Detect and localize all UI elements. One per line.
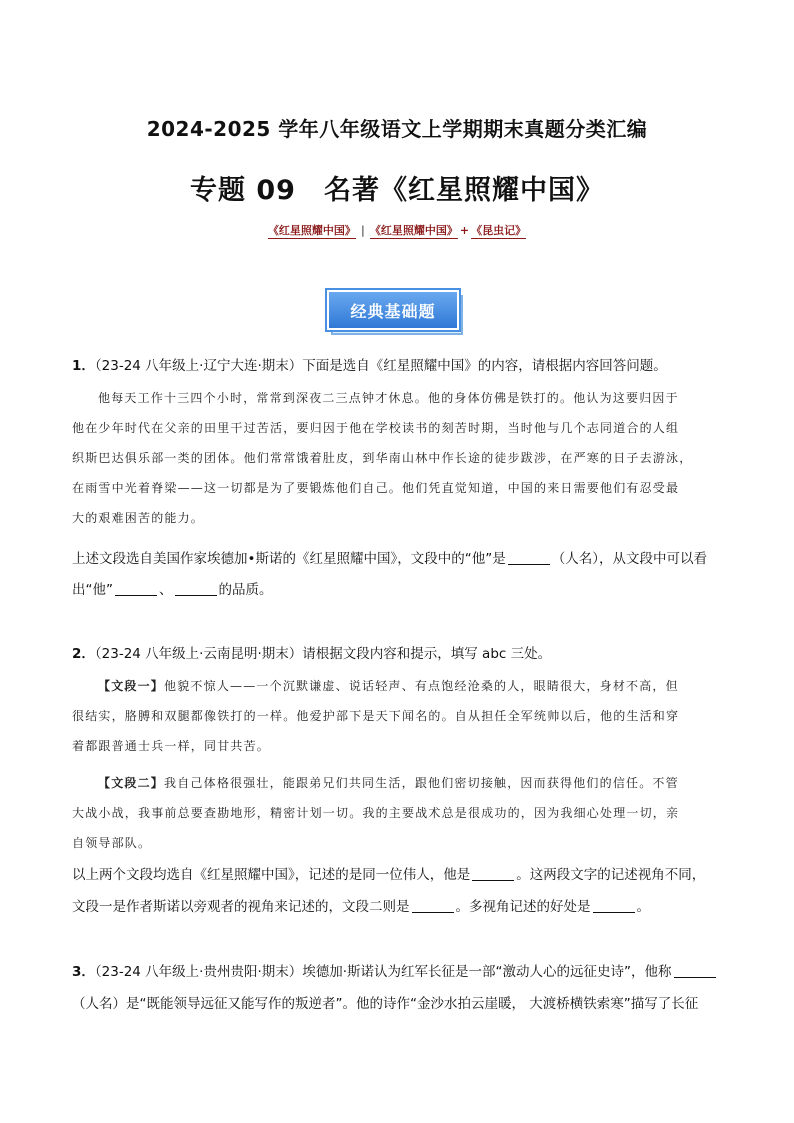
question-1-heading	[72, 355, 732, 377]
question-text: 埃德加·斯诺认为红军长征是一部“激动人心的远征史诗”，他称	[302, 964, 672, 980]
answer-text: 。多视角记述的好处是	[455, 899, 591, 915]
tag-plus: +	[459, 224, 470, 237]
passage-line	[72, 671, 732, 701]
question-2-answer-line-1	[72, 861, 732, 889]
passage-text: 他貌不惊人——一个沉默谦虚、说话轻声、有点饱经沧桑的人，眼睛很大，身材不高，但	[164, 679, 679, 693]
passage-line: 着都跟普通士兵一样，同甘共苦。	[72, 739, 271, 753]
answer-text: 、	[159, 582, 173, 598]
answer-blank[interactable]	[472, 866, 514, 881]
answer-text: （人名），从文段中可以看	[551, 551, 707, 567]
passage-line: 他在少年时代在父亲的田里干过苦活，要归因于他在学校读书的刻苦时期，当时他与几个志同道合的人组	[72, 421, 680, 435]
tag-book-1: 《红星照耀中国》	[267, 224, 356, 237]
tag-separator: |	[360, 224, 365, 237]
section-badge	[327, 290, 467, 338]
passage-line: 他每天工作十三四个小时，常常到深夜二三点钟才休息。他的身体仿佛是铁打的。他认为这要归因于	[98, 391, 679, 405]
passage-line: 自领导部队。	[72, 836, 152, 850]
question-prompt: 请根据文段内容和提示，填写 abc 三处。	[302, 646, 552, 662]
question-1-answer-line-1	[72, 545, 732, 573]
passage-line: 大的艰难困苦的能力。	[72, 511, 205, 525]
question-1-passage	[72, 383, 732, 533]
answer-text: 上述文段选自美国作家埃德加•斯诺的《红星照耀中国》，文段中的“他”是	[72, 551, 506, 567]
question-prompt: 下面是选自《红星照耀中国》的内容，请根据内容回答问题。	[302, 358, 667, 374]
passage-line: 在雨雪中光着脊梁——这一切都是为了要锻炼他们自己。他们凭直觉知道，中国的来日需要他们有忍受最	[72, 481, 680, 495]
tag-book-3: 《昆虫记》	[471, 224, 527, 237]
topic-title	[0, 168, 794, 207]
answer-text: 的品质。	[218, 582, 273, 598]
passage-line: 织斯巴达俱乐部一类的团体。他们常常饿着肚皮，到华南山林中作长途的徒步跋涉，在严寒的日子去游泳，	[72, 451, 693, 465]
question-number: 1．	[72, 358, 95, 374]
passage-label: 【文段一】	[98, 679, 165, 693]
passage-line: 大战小战，我事前总要查勘地形，精密计划一切。我的主要战术总是很成功的，因为我细心处理一切，亲	[72, 806, 680, 820]
answer-text: 。	[636, 899, 650, 915]
question-source: （23-24 八年级上·云南昆明·期末）	[94, 646, 303, 662]
document-title: 2024-2025 学年八年级语文上学期期末真题分类汇编	[146, 117, 648, 141]
question-source: （23-24 八年级上·贵州贵阳·期末）	[94, 964, 303, 980]
answer-text: 。这两段文字的记述视角不同，	[516, 867, 706, 883]
question-2-passage-2	[72, 768, 732, 858]
question-3-line-2: （人名）是“既能领导远征又能写作的叛逆者”。他的诗作“金沙水拍云崖暖， 大渡桥横铁索寒”描写了长征	[72, 996, 699, 1012]
question-1-answer-line-2	[72, 576, 732, 604]
question-source: （23-24 八年级上·辽宁大连·期末）	[94, 358, 303, 374]
answer-blank[interactable]	[115, 581, 157, 596]
answer-text: 文段一是作者斯诺以旁观者的视角来记述的，文段二则是	[72, 899, 410, 915]
topic-tagline	[0, 222, 794, 238]
passage-line	[72, 768, 732, 798]
answer-blank[interactable]	[593, 898, 635, 913]
passage-text: 我自己体格很强壮，能跟弟兄们共同生活，跟他们密切接触，因而获得他们的信任。不管	[164, 776, 679, 790]
tag-book-2: 《红星照耀中国》	[369, 224, 458, 237]
question-2-answer-line-2	[72, 893, 732, 921]
answer-blank[interactable]	[175, 581, 217, 596]
question-number: 3．	[72, 964, 95, 980]
question-2-heading	[72, 643, 732, 665]
answer-text: 出“他”	[72, 582, 113, 598]
topic-name: 名著《红星照耀中国》	[323, 175, 604, 206]
section-label: 经典基础题	[327, 290, 459, 330]
passage-line: 很结实，胳膊和双腿都像铁打的一样。他爱护部下是天下闻名的。自从担任全军统帅以后，他的生活和穿	[72, 709, 680, 723]
answer-blank[interactable]	[412, 898, 454, 913]
passage-label: 【文段二】	[98, 776, 165, 790]
question-3-line-1	[72, 958, 732, 986]
answer-blank[interactable]	[674, 963, 716, 978]
question-number: 2．	[72, 646, 95, 662]
answer-blank[interactable]	[508, 550, 550, 565]
question-2-passage-1	[72, 671, 732, 761]
answer-text: 以上两个文段均选自《红星照耀中国》，记述的是同一位伟人，他是	[72, 867, 471, 883]
topic-number: 专题 09	[190, 175, 296, 206]
